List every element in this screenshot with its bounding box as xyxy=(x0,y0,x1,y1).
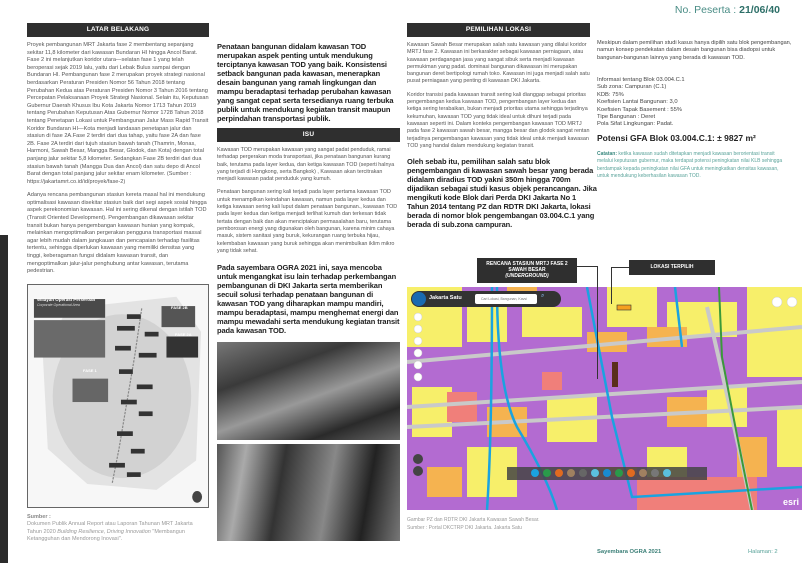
isu-text xyxy=(217,147,400,255)
pemilihan-lokasi-text xyxy=(407,42,590,150)
map-search-input[interactable] xyxy=(475,294,537,304)
search-icon[interactable]: ⌕ xyxy=(541,293,545,299)
footer-event: Sayembara OGRA 2021 xyxy=(597,549,662,555)
paragraph: Koridor transisi pada kawasan transit sering kali dianggap sebagai prioritas pengembangan kedua kawasan TOD, pengembangan layer kedua dan ketiga sering terabaikan, bukan menjadi prioritas utama sehingga terjadinya kekumuhan, kawasan TOD yang tidak ideal untuk dihuni terjadi pada kawasan seperti ini. Dalam konteks pengembangan kawasan TOD MRTJ pada fase 2 kawasan sawah besar, mangga besar dan glodok sangat rentan terjadinya pengembangan kawasan yang tidak ideal untuk menjadi kawasan TOD yang handal dalam mendukung kegiatan transit. xyxy=(407,91,590,149)
callout-leader-line xyxy=(611,267,612,304)
source-label: Sumber : xyxy=(27,514,51,521)
source-tail: "Membangun Ketangguhan dan Mendorong Inovasi". xyxy=(27,528,185,542)
figure-source xyxy=(27,514,209,543)
note xyxy=(597,151,789,181)
mrt-route-map xyxy=(28,285,208,507)
callout-line: SAWAH BESAR xyxy=(508,267,546,273)
page-edge-strip xyxy=(0,235,8,563)
callout-leader-line xyxy=(597,266,598,379)
callout-mrt-station xyxy=(477,258,577,283)
latar-belakang-text xyxy=(27,42,209,276)
note-text: ketika kawasan sudah ditetapkan menjadi kawasan berorientasi transit melalui keputusan gubernur, maka terdapat potensi peningkatan nilai KLB sehingga berdampak kepada peningkatan nilai GFA untuk meningkatkan densitas kawasan, untuk mendukung keberhasilan kawasan TOD. xyxy=(597,151,783,180)
caption-line: Gambar PZ dan RDTR DKI Jakarta Kawasan Sawah Besar. xyxy=(407,517,540,523)
paragraph: Proyek pembangunan MRT Jakarta fase 2 membentang sepanjang sekitar 11,8 kilometer dari kawasan Bundaran HI hingga Ancol Barat. Fase 2 ini melanjutkan koridor utara—selatan fase 1 yang telah beroperasi sejak 2019 lalu, yaitu dari Lebak Bulus sampai dengan Bundaran HI. Pembangunan fase 2 merupakan proyek strategi nasional berdasarkan Peraturan Presiden Nomor 56 Tahun 2018 tentang Perubahan Kedua atas Peraturan Presiden Nomor 3 Tahun 2016 tentang Percepatan Pelaksanaan Proyek Strategi Nasional. Selain itu, Keputusan Gubernur Daerah Khusus Ibu Kota Jakarta Nomor 1713 Tahun 2019 tentang Perubahan Keputusan Atas Gubernur Nomor 1728 Tahun 2018 tentang Penetapan Lokasi untuk Pembangunan Jalur Mass Rapid Transit Koridor Bundaran HI—Kota menjadi landasan penetapan jalur dan stasiun di fase 2A.Fase 2 terdiri dari dua tahap, yaitu fase 2A dan fase 2B. Fase 2A terdiri dari tujuh stasiun bawah tanah (Thamrin, Monas, Harmoni, Sawah Besar, Mangga Besar, Glodok, dan Kota) dengan total panjang jalur sekitar 5,8 kilometer. Sedangkan Fase 2B terdiri dari dua stasiun bawah tanah (Mangga Dua dan Ancol) dan satu depo di Ancol Barat dengan total panjang jalur sekitar enam kilometer. (Sumber : https://jakartamrt.co.id/id/proyek/fase-2) xyxy=(27,42,209,185)
label-fase-2b: FASE 2B xyxy=(171,304,188,310)
zoning-map[interactable] xyxy=(407,287,802,510)
paragraph: Adanya rencana pembangunan stasiun kereta masal hal ini mendukung optimalisasi kawasan disekitar stasiun baik dari segi aspek sosial hingga aspek perekonomian kawasan. Hal ini sering dikenal dengan istilah TOD (Transit Oriented Development). Pengembangan dikawasan sekitar transit bukan hanya pengembangan kawasan hunian yang kompak, melainkan mengoptimalkan pergerakan pengguna transportasi massal agar lebih mudah dalam jangkauan dan pencapaian terhadap fasilitas tertentu, sehingga diperlukan kawasan yang memiliki densitas yang tinggi, keberagaman fungsi didalam kawasan transit, dan mengoptimalkan jalur-jalur penghubung antar kawasan, terutama pedestrian. xyxy=(27,192,207,275)
source-italic: Building Resilience, Driving Innovation xyxy=(57,528,151,535)
footer-page-number: Halaman: 2 xyxy=(748,549,778,555)
info-item: Koefisien Lantai Bangunan: 3,0 xyxy=(597,99,678,106)
figure-subtitle: Corporate Operational Area xyxy=(37,302,80,307)
callout-line: RENCANA STASIUN MRTJ FASE 2 xyxy=(486,261,568,267)
section-header-latar-belakang: LATAR BELAKANG xyxy=(27,23,209,37)
gfa-potential: Potensi GFA Blok 03.004.C.1: ± 9827 m² xyxy=(597,133,756,143)
dense-settlement-photo-2 xyxy=(217,444,400,541)
section-header-pemilihan-lokasi: PEMILIHAN LOKASI xyxy=(407,23,590,37)
info-item: KDB: 75% xyxy=(597,91,624,98)
paragraph: Penataan bangunan sering kali terjadi pada layer pertama kawasan TOD untuk menampilkan keindahan kawasan, namun pada layer kedua dan ketiga kawasan sering kali luput dalam penataan bangunan., kawasan TOD pada layer kedua dan ketiga menjadi terlihat kumuh dan terkesan tidak tertata dengan baik dan akan menciptakan permasalahan baru, terutama pemborosan energi yang digunakan oleh bangunan, karena minim cahaya masuk, sistem sanitasi yang buruk, kekurangan ruang terbuka hijau, kelembaban kawasan yang buruk sehingga akan menimbulkan iklim mikro yang tidak sehat. xyxy=(217,189,398,254)
source-text: Dokumen Publik Annual Report atau Laporan Tahunan MRT Jakarta Tahun 2020 xyxy=(27,521,193,535)
esri-logo: esri xyxy=(782,497,799,507)
column-pemilihan-lokasi xyxy=(407,23,597,255)
column-isu xyxy=(217,42,400,541)
label-fase-2a: FASE 2A xyxy=(175,331,192,337)
zoning-map-canvas xyxy=(407,287,802,510)
participant-number xyxy=(675,4,780,16)
info-item: Sub zona: Campuran (C.1) xyxy=(597,84,667,91)
map-caption xyxy=(407,516,607,532)
paragraph: Kawasan Sawah Besar merupakan salah satu kawasan yang dilalui koridor MRTJ fase 2. Kawasan ini berkarakter sebagai kawasan perniagaan, atau kawasan perdagangan jasa yang sangat sibuk serta menjadi kawasan permukiman yang padat. dominasi bangunan dikawasan ini merupakan bangunan deret bertipologi rumah toko. Kawasan ini juga menjadi salah satu pusat perniagaan yang penting di kawasan DKI Jakarta. xyxy=(407,42,590,85)
closing-statement: Pada sayembara OGRA 2021 ini, saya mencoba untuk mengangkat isu lain terhadap perkembangan pembangunan di DKI Jakarta serta memberikan secuil solusi terhadap penataan bangunan di kawasan TOD yang diharapkan mampu mandiri, mampu beradaptasi, mampu menghemat energi dan mampu mewadahi serta mendukung kegiatan transit pada kawasan TOD. xyxy=(217,263,400,336)
callout-leader-line xyxy=(577,266,597,267)
participant-label: No. Peserta : xyxy=(674,4,737,16)
info-item: Pola Sifat Lingkungan: Padat. xyxy=(597,121,674,128)
intro-statement: Penataan bangunan didalam kawasan TOD merupakan aspek penting untuk mendukung terciptanya kawasan TOD yang baik. Konsistensi setback bangunan pada kawasan, menerapkan desain bangunan yang ramah lingkungan dan mampu beradaptasi terhadap perubahan kawasan yang sangat cepat serta tersedianya ruang terbuka publik untuk mendukung kegiatan transit maupun perpindahan transportasi publik. xyxy=(217,42,394,123)
column-latar-belakang xyxy=(27,23,209,543)
participant-value: 21/06/40 xyxy=(739,4,780,16)
info-item: Informasi tentang Blok 03.004.C.1 xyxy=(597,77,685,83)
block-info-list xyxy=(597,77,792,129)
note-label: Catatan: xyxy=(597,151,618,157)
caption-line: Sumber : Portal DKCTRP DKI Jakarta. Jakarta Satu xyxy=(407,525,522,531)
location-statement: Oleh sebab itu, pemilihan salah satu blok pengembangan di kawasan sawah besar yang berada didalam diradius TOD yakni 350m hingga 700m dijadikan sebagai studi kasus objek perancangan. Jika mengikuti kode Blok dari Perda DKI Jakarta No 1 Tahun 2014 tentang PZ dan RDTR DKI Jakarta, lokasi berada di nomor blok pengembangan 03.004.C.1 yang berada di sub.zona campuran. xyxy=(407,157,597,230)
column4-intro: Meskipun dalam pemilihan studi kasus hanya dipilih satu blok pengembangan, namun konsep pendekatan dalam desain bangunan bisa diadopsi untuk bangunan-bangunan lainnya yang berada di kawasan TOD. xyxy=(597,40,792,61)
callout-selected-location: LOKASI TERPILIH xyxy=(629,260,715,275)
dense-settlement-photo-1 xyxy=(217,342,400,439)
callout-line: (UNDERGROUND) xyxy=(505,273,549,279)
figure-title: Wilayah Operasi Perseroan xyxy=(37,296,96,302)
callout-leader-line xyxy=(611,267,629,268)
section-header-isu: ISU xyxy=(217,128,400,142)
info-item: Koefisien Tapak Basement : 55% xyxy=(597,106,682,113)
paragraph: Kawasan TOD merupakan kawasan yang sangat padat penduduk, ramai terhadap pergerakan moda transportasi, jika penataan bangunan kurang baik, terutama pada layer kedua, dan ketiga kawasan TOD (seperti halnya yang terjadi di Hongkong, serta Bangkok) , Kawasan akan tercitrakan menjadi kawasan padat penduduk yang kumuh. xyxy=(217,147,395,183)
mrt-operational-map-figure xyxy=(27,284,209,508)
label-fase-1: FASE 1 xyxy=(83,367,97,373)
map-app-title: Jakarta Satu xyxy=(429,295,462,301)
info-item: Tipe Bangunan : Deret xyxy=(597,114,656,121)
jakarta-satu-logo-icon xyxy=(412,292,426,306)
